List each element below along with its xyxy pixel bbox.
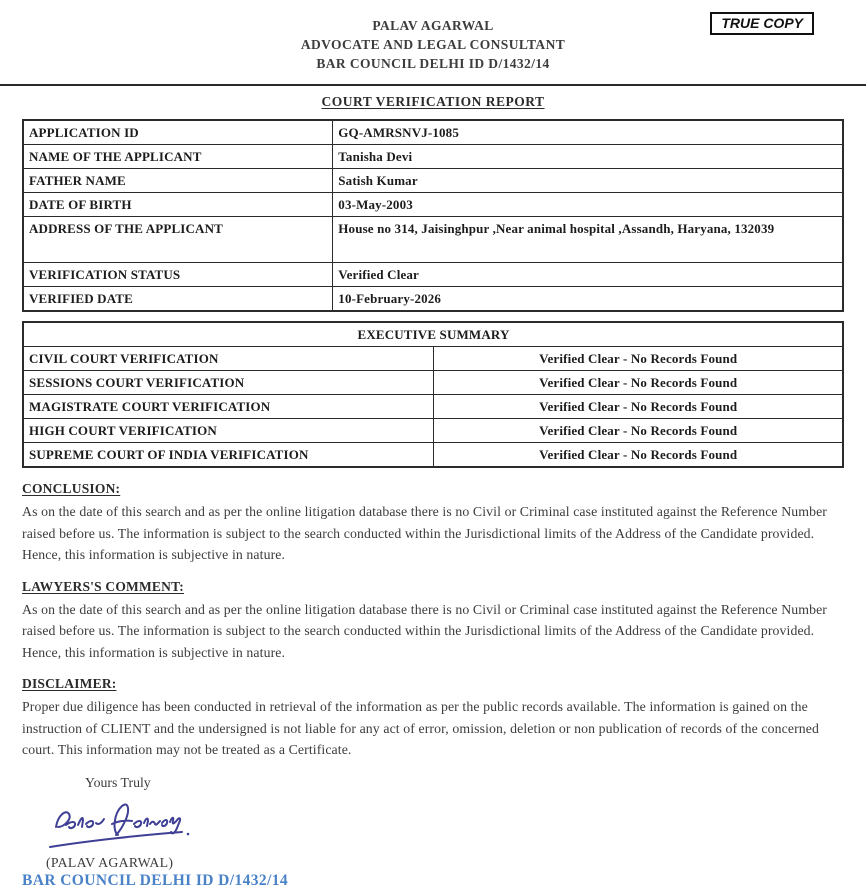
field-value: Verified Clear [333,263,843,287]
field-label: APPLICATION ID [23,120,333,145]
court-result: Verified Clear - No Records Found [433,371,843,395]
true-copy-stamp: TRUE COPY [710,12,814,35]
field-value: Satish Kumar [333,169,843,193]
disclaimer-section [22,676,844,761]
bar-council-id-footer: BAR COUNCIL DELHI ID D/1432/14 [22,871,289,889]
field-label: VERIFICATION STATUS [23,263,333,287]
bar-council-id-header: BAR COUNCIL DELHI ID D/1432/14 [316,56,550,71]
court-label: SUPREME COURT OF INDIA VERIFICATION [23,443,433,468]
field-label: VERIFIED DATE [23,287,333,312]
court-label: CIVIL COURT VERIFICATION [23,347,433,371]
field-value: GQ-AMRSNVJ-1085 [333,120,843,145]
field-label: ADDRESS OF THE APPLICANT [23,217,333,263]
table-row [23,443,843,468]
table-row [23,419,843,443]
disclaimer-body: Proper due diligence has been conducted in retrieval of the information as per the public records available. The information is gained on the instruction of CLIENT and the undersigned is not liable for any act of error, omission, deletion or non publication of records of the concerned court. This information may not be treated as a Certificate. [22,699,820,757]
lawyers-comment-heading: LAWYERS'S COMMENT: [22,578,184,594]
court-result: Verified Clear - No Records Found [433,443,843,468]
field-label: NAME OF THE APPLICANT [23,145,333,169]
court-label: MAGISTRATE COURT VERIFICATION [23,395,433,419]
signatory-name: (PALAV AGARWAL) [46,854,174,870]
table-row [23,395,843,419]
applicant-details-table [22,119,844,312]
table-row [23,145,843,169]
table-row [23,347,843,371]
court-label: HIGH COURT VERIFICATION [23,419,433,443]
court-result: Verified Clear - No Records Found [433,347,843,371]
field-value: 10-February-2026 [333,287,843,312]
header-divider [0,84,866,86]
table-row [23,263,843,287]
executive-summary-title: EXECUTIVE SUMMARY [23,322,843,347]
lawyers-comment-body: As on the date of this search and as per the online litigation database there is no Civil or Criminal case instituted against the Reference Number raised before us. The information is subject to the search conducted within the Jurisdictional limits of the Address of the Candidate provided. Hence, this information is subjective in nature. [22,601,828,660]
table-row [23,193,843,217]
field-value: Tanisha Devi [333,145,843,169]
advocate-title: ADVOCATE AND LEGAL CONSULTANT [300,37,566,52]
field-label: DATE OF BIRTH [23,193,333,217]
executive-summary-table [22,321,844,468]
field-value: House no 314, Jaisinghpur ,Near animal hospital ,Assandh, Haryana, 132039 [333,217,843,263]
court-result: Verified Clear - No Records Found [433,419,843,443]
table-row [23,287,843,312]
conclusion-heading: CONCLUSION: [22,481,121,496]
table-header-row [23,322,843,347]
court-result: Verified Clear - No Records Found [433,395,843,419]
report-title: COURT VERIFICATION REPORT [321,94,545,109]
field-label: FATHER NAME [23,169,333,193]
court-label: SESSIONS COURT VERIFICATION [23,371,433,395]
conclusion-section [22,481,844,566]
table-row [23,169,843,193]
table-row [23,371,843,395]
table-row [23,120,843,145]
closing-salutation: Yours Truly [85,774,151,790]
table-row [23,217,843,263]
conclusion-body: As on the date of this search and as per the online litigation database there is no Civil or Criminal case instituted against the Reference Number raised before us. The information is subject to the search conducted within the Jurisdictional limits of the Address of the Candidate provided. Hence, this information is subjective in nature. [22,504,828,562]
letterhead [0,0,866,73]
field-value: 03-May-2003 [333,193,843,217]
disclaimer-heading: DISCLAIMER: [22,676,117,691]
signature-image [42,797,202,855]
advocate-name: PALAV AGARWAL [372,18,494,33]
lawyers-comment-section [22,579,844,664]
